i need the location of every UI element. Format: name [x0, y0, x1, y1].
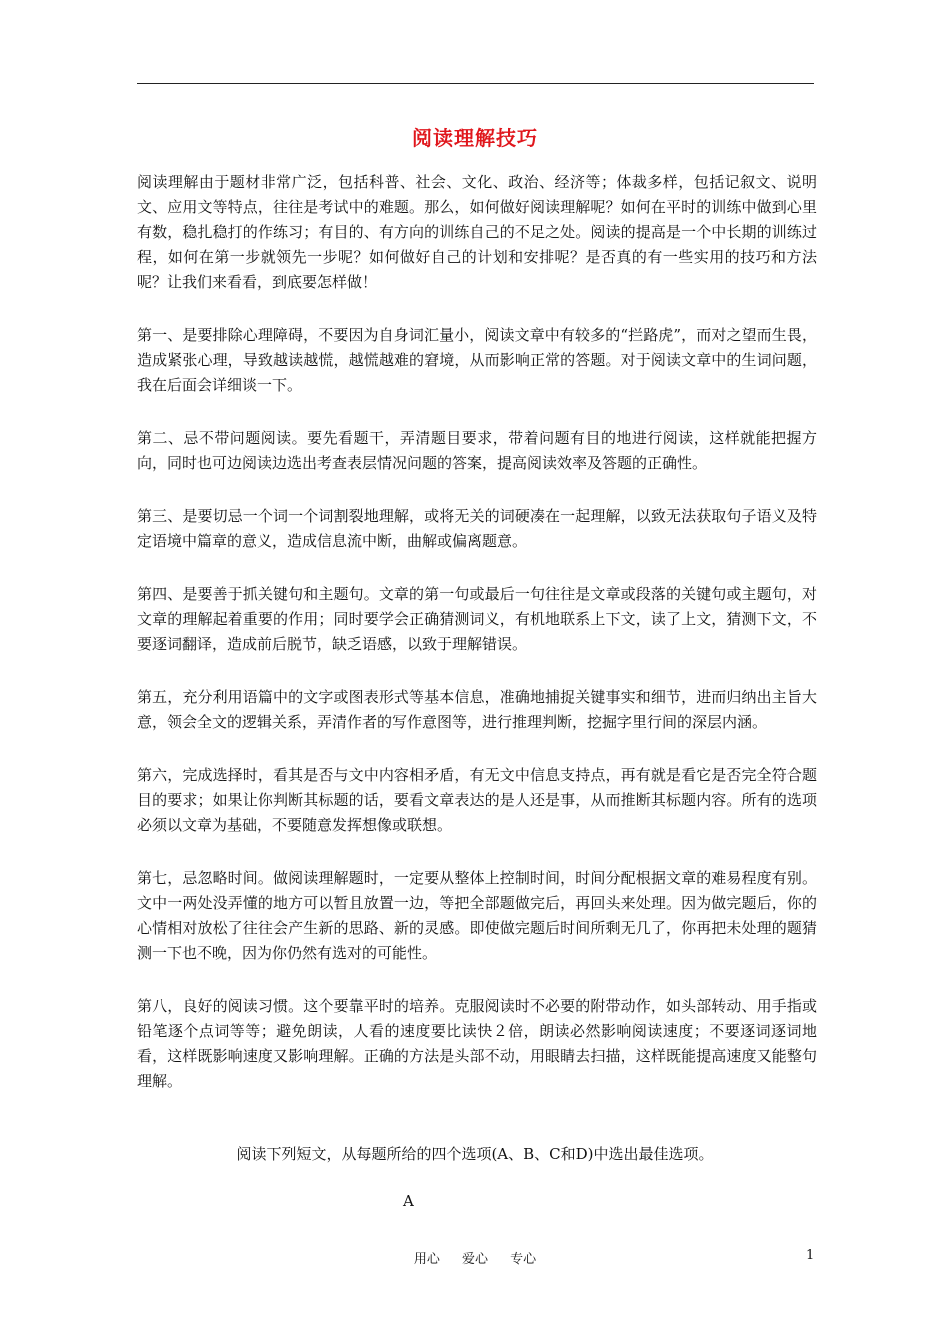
- footer-slogan: 用心 爱心 专心: [413, 1252, 537, 1267]
- paragraph-intro: 阅读理解由于题材非常广泛，包括科普、社会、文化、政治、经济等；体裁多样，包括记叙文、说明文、应用文等特点，往往是考试中的难题。那么，如何做好阅读理解呢？如何在平时的训练中做到心里有数，稳扎稳打的作练习；有目的、有方向的训练自己的不足之处。阅读的提高是一个中长期的训练过程，如何在第一步就领先一步呢？如何做好自己的计划和安排呢？是否真的有一些实用的技巧和方法呢？让我们来看看，到底要怎样做！: [137, 173, 817, 291]
- paragraph-1: 第一、是要排除心理障碍，不要因为自身词汇量小，阅读文章中有较多的“拦路虎”，而对之望而生畏，造成紧张心理，导致越读越慌，越慌越难的窘境，从而影响正常的答题。对于阅读文章中的生词问题，我在后面会详细谈一下。: [137, 326, 817, 394]
- paragraph-6: 第六，完成选择时，看其是否与文中内容相矛盾，有无文中信息支持点，再有就是看它是否完全符合题目的要求；如果让你判断其标题的话，要看文章表达的是人还是事，从而推断其标题内容。所有的选项必须以文章为基础，不要随意发挥想像或联想。: [137, 766, 817, 834]
- header-rule: [137, 83, 814, 84]
- paragraph-7: 第七，忌忽略时间。做阅读理解题时，一定要从整体上控制时间，时间分配根据文章的难易程度有别。文中一两处没弄懂的地方可以暂且放置一边，等把全部题做完后，再回头来处理。因为做完题后，你的心情相对放松了往往会产生新的思路、新的灵感。即使做完题后时间所剩无几了，你再把未处理的题猜测一下也不晚，因为你仍然有选对的可能性。: [137, 869, 817, 962]
- page-title: 阅读理解技巧: [412, 126, 538, 150]
- paragraph-4: 第四、是要善于抓关键句和主题句。文章的第一句或最后一句往往是文章或段落的关键句或主题句，对文章的理解起着重要的作用；同时要学会正确猜测词义，有机地联系上下文，读了上文，猜测下文，不要逐词翻译，造成前后脱节，缺乏语感，以致于理解错误。: [137, 585, 817, 653]
- paragraph-8: 第八，良好的阅读习惯。这个要靠平时的培养。克服阅读时不必要的附带动作，如头部转动、用手指或铅笔逐个点词等等；避免朗读，人看的速度要比读快２倍，朗读必然影响阅读速度；不要逐词逐词地看，这样既影响速度又影响理解。正确的方法是头部不动，用眼睛去扫描，这样既能提高速度又能整句理解。: [137, 997, 817, 1090]
- page-number: 1: [806, 1248, 815, 1263]
- paragraph-2: 第二、忌不带问题阅读。要先看题干，弄清题目要求，带着问题有目的地进行阅读，这样就能把握方向，同时也可边阅读边选出考查表层情况问题的答案，提高阅读效率及答题的正确性。: [137, 429, 817, 472]
- exercise-instruction: 阅读下列短文，从每题所给的四个选项(A、B、C和D)中选出最佳选项。: [236, 1145, 714, 1163]
- paragraph-3: 第三、是要切忌一个词一个词割裂地理解，或将无关的词硬凑在一起理解，以致无法获取句子语义及特定语境中篇章的意义，造成信息流中断，曲解或偏离题意。: [137, 507, 817, 550]
- article-body: [137, 170, 817, 1122]
- section-label: A: [403, 1192, 414, 1210]
- paragraph-5: 第五，充分利用语篇中的文字或图表形式等基本信息，准确地捕捉关键事实和细节，进而归纳出主旨大意，领会全文的逻辑关系，弄清作者的写作意图等，进行推理判断，挖掘字里行间的深层内涵。: [137, 688, 817, 731]
